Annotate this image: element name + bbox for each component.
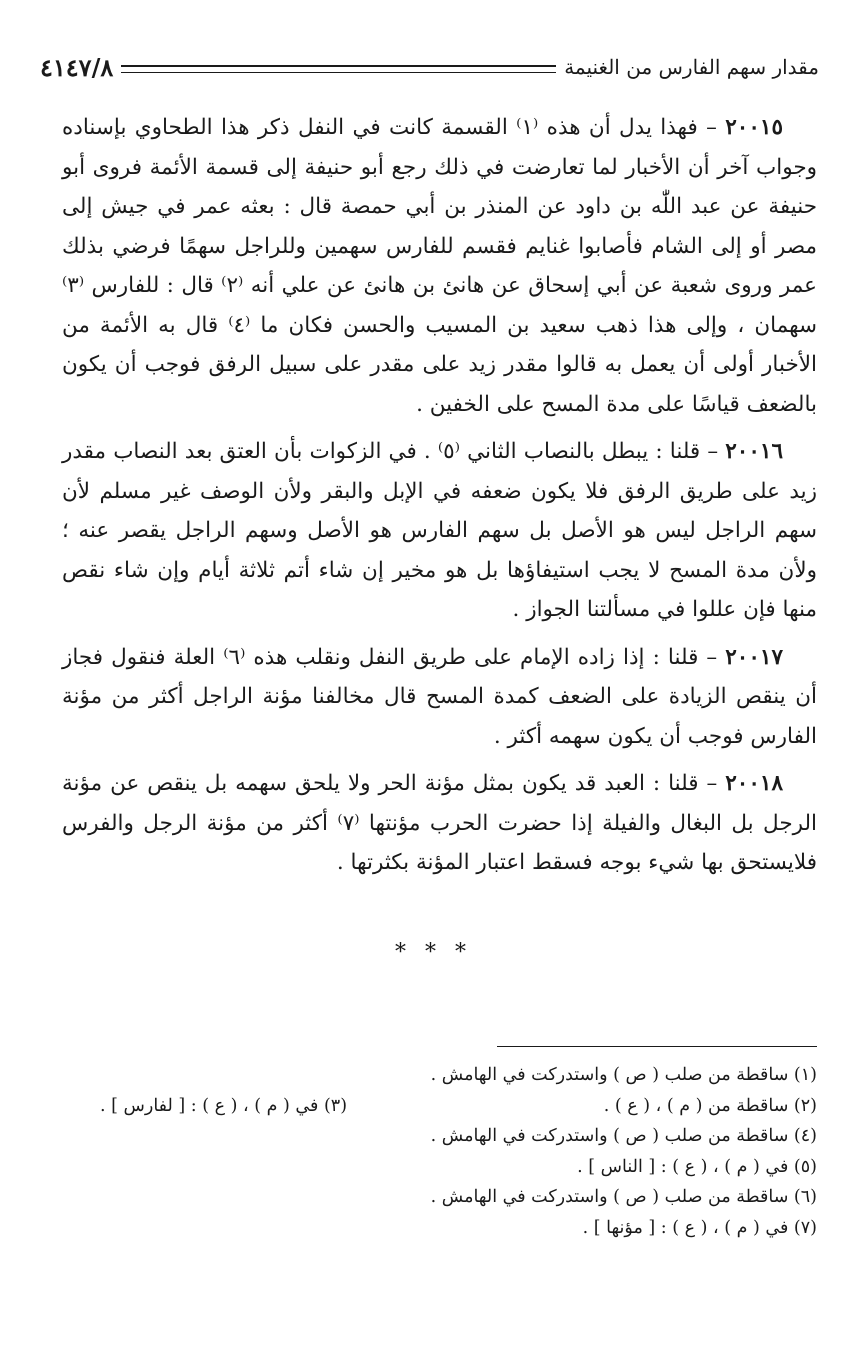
footnote-rule — [497, 1046, 817, 1047]
paragraph-text: – فهذا يدل أن هذه ⁽١⁾ القسمة كانت في النفل ذكر هذا الطحاوي بإسناده وجواب آخر أن الأخبار لما تعارضت في ذلك رجع أبو حنيفة إلى قسمة الأئمة فروى أبو حنيفة عن عبد اللّٰه بن داود عن المنذر بن أبي حمصة قال : بعثه عمر في جيش إلى مصر أو إلى الشام فأصابوا غنايم فقسم للفارس سهمين وللراجل سهمًا فرضي بذلك عمر وروى شعبة عن أبي إسحاق عن هانئ بن هانئ عن علي أنه ⁽٢⁾ قال : للفارس ⁽٣⁾ سهمان ، وإلى هذا ذهب سعيد بن المسيب والحسن فكان ما ⁽٤⁾ قال به الأئمة من الأخبار أولى أن يعمل به قالوا مقدر زيد على مقدر على سبيل الرفق فوجب أن يكون بالضعف قياسًا على مدة المسح على الخفين . — [62, 115, 818, 417]
main-text — [62, 108, 817, 891]
footnote-line — [100, 1213, 817, 1244]
footnote-4: (٤) ساقطة من صلب ( ص ) واستدركت في الهامش . — [430, 1126, 817, 1146]
footnotes — [100, 1060, 817, 1243]
running-header — [40, 52, 819, 82]
paragraph-number: ٢٠٠١٧ — [725, 644, 783, 670]
chapter-title: مقدار سهم الفارس من الغنيمة — [564, 55, 819, 79]
paragraph-number: ٢٠٠١٦ — [725, 439, 783, 464]
footnote-line — [100, 1060, 817, 1091]
header-rule — [121, 65, 556, 73]
footnote-2: (٢) ساقطة من ( م ) ، ( ع ) . — [603, 1095, 817, 1116]
footnote-1: (١) ساقطة من صلب ( ص ) واستدركت في الهامش . — [430, 1065, 817, 1085]
footnote-line — [100, 1091, 817, 1122]
section-separator: * * * — [395, 940, 472, 965]
paragraph-20016 — [62, 432, 817, 630]
paragraph-20018 — [62, 764, 817, 883]
footnote-3: (٣) في ( م ) ، ( ع ) : [ لفارس ] . — [100, 1095, 348, 1116]
footnote-line — [100, 1152, 817, 1183]
paragraph-20017 — [62, 638, 817, 757]
paragraph-text: – قلنا : يبطل بالنصاب الثاني ⁽٥⁾ . في الزكوات بأن العتق بعد النصاب مقدر زيد على طريق الرفق فلا يكون ضعفه في الإبل والبقر ولأن الوصف غير مسلم لأن سهم الراجل ليس هو الأصل بل سهم الفارس هو الأصل وسهم الراجل يقصر عنه ؛ ولأن مدة المسح لا يجب استيفاؤها بل هو مخير إن شاء أتم ثلاثة أيام وإن شاء نقص منها فإن عللوا في مسألتنا الجواز . — [62, 439, 817, 622]
footnote-7: (٧) في ( م ) ، ( ع ) : [ مؤنها ] . — [582, 1217, 817, 1238]
footnote-line — [100, 1182, 817, 1213]
footnote-5: (٥) في ( م ) ، ( ع ) : [ الناس ] . — [577, 1156, 817, 1177]
page-number: ٤١٤٧/٨ — [40, 52, 114, 82]
paragraph-text: – قلنا : العبد قد يكون بمثل مؤنة الحر ولا يلحق سهمه بل ينقص عن مؤنة الرجل بل البغال والفيلة إذا حضرت الحرب مؤنتها ⁽٧⁾ أكثر من مؤنة الرجل والفرس فلايستحق بها شيء بوجه فسقط اعتبار المؤنة بكثرتها . — [62, 771, 817, 875]
paragraph-number: ٢٠٠١٨ — [725, 771, 783, 796]
paragraph-text: – قلنا : إذا زاده الإمام على طريق النفل ونقلب هذه ⁽٦⁾ العلة فنقول فجاز أن ينقص الزيادة على الضعف كمدة المسح قال مخالفنا مؤنة الراجل أكثر من مؤنة الفارس فوجب أن يكون سهمه أكثر . — [62, 644, 817, 749]
footnote-line — [100, 1121, 817, 1152]
paragraph-20015 — [62, 108, 817, 424]
paragraph-number: ٢٠٠١٥ — [725, 115, 783, 140]
footnote-6: (٦) ساقطة من صلب ( ص ) واستدركت في الهامش . — [430, 1187, 817, 1207]
